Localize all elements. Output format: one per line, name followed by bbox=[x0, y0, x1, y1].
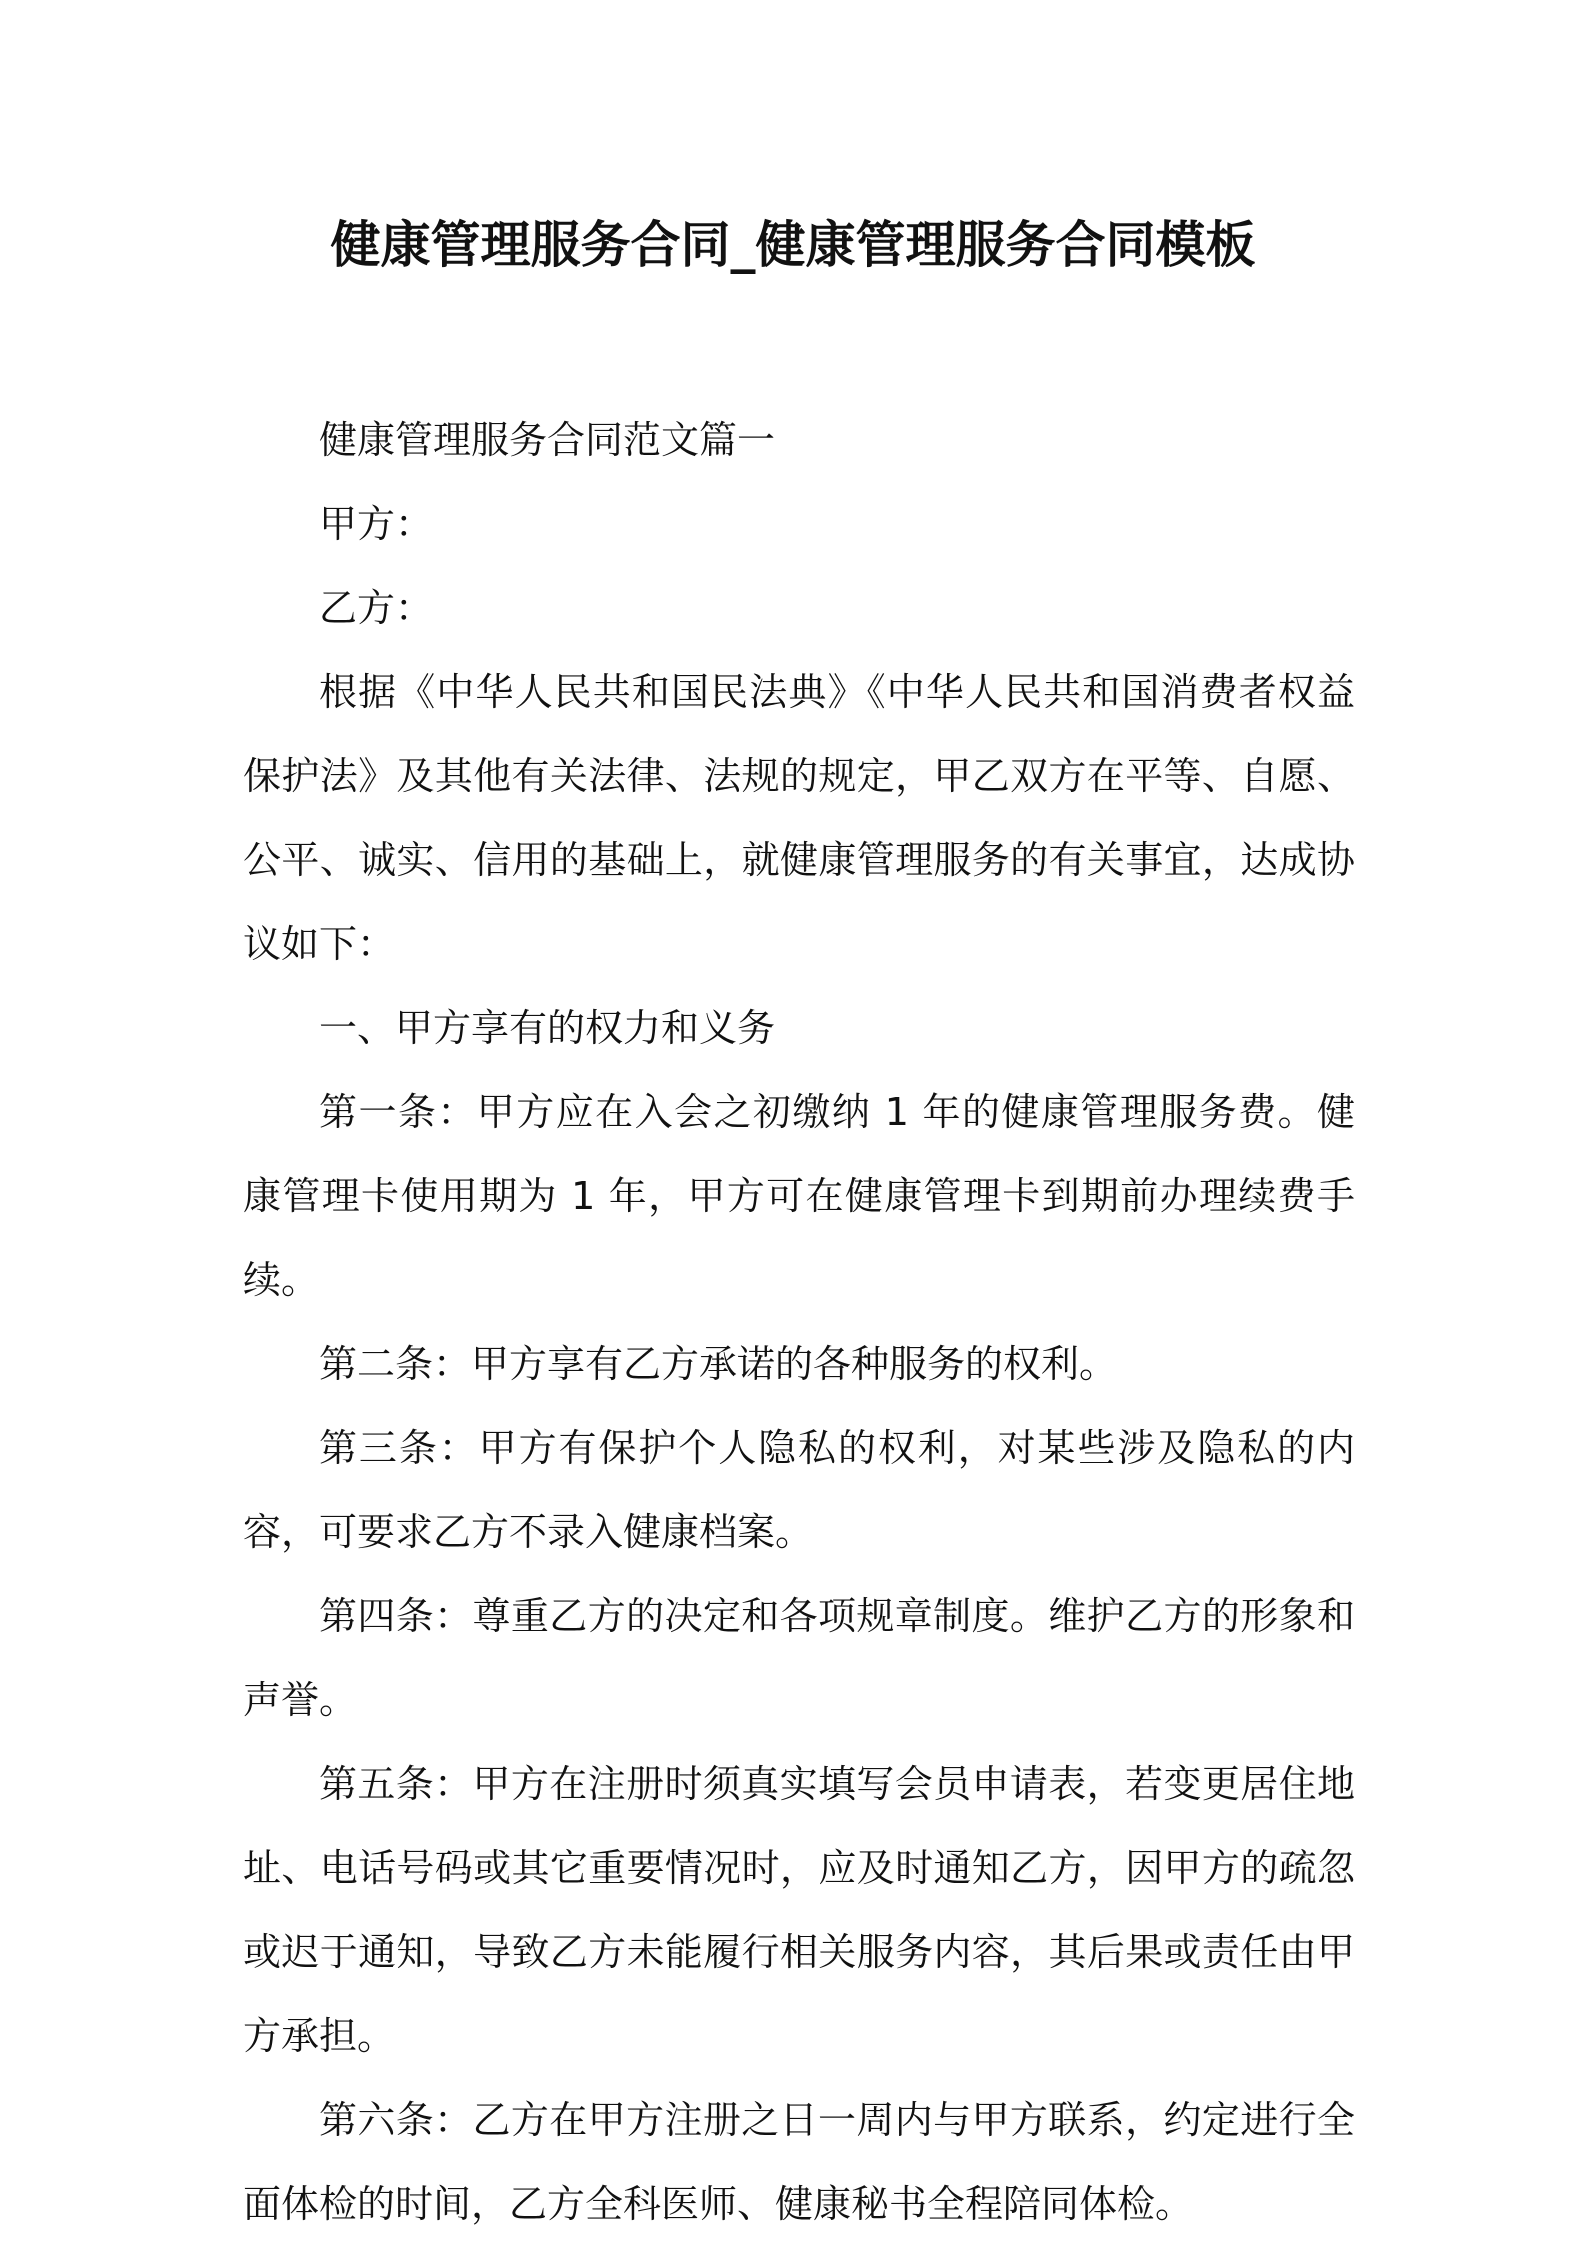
article-3: 第三条：甲方有保护个人隐私的权利，对某些涉及隐私的内容，可要求乙方不录入健康档案。 bbox=[243, 1426, 1355, 1554]
article-1: 第一条：甲方应在入会之初缴纳 1 年的健康管理服务费。健康管理卡使用期为 1 年，甲方可在健康管理卡到期前办理续费手续。 bbox=[243, 1090, 1355, 1302]
article-4: 第四条：尊重乙方的决定和各项规章制度。维护乙方的形象和声誉。 bbox=[243, 1594, 1355, 1722]
party-b-line: 乙方： bbox=[319, 586, 434, 630]
document-title: 健康管理服务合同_健康管理服务合同模板 bbox=[330, 216, 1256, 274]
section-heading-party-a-rights: 一、甲方享有的权力和义务 bbox=[319, 1006, 776, 1050]
article-2: 第二条：甲方享有乙方承诺的各种服务的权利。 bbox=[319, 1342, 1118, 1386]
article-5: 第五条：甲方在注册时须真实填写会员申请表，若变更居住地址、电话号码或其它重要情况时，应及时通知乙方，因甲方的疏忽或迟于通知，导致乙方未能履行相关服务内容，其后果或责任由甲方承担。 bbox=[243, 1762, 1355, 2058]
preamble-paragraph: 根据《中华人民共和国民法典》《中华人民共和国消费者权益保护法》及其他有关法律、法规的规定，甲乙双方在平等、自愿、公平、诚实、信用的基础上，就健康管理服务的有关事宜，达成协议如下： bbox=[243, 670, 1355, 966]
document-body bbox=[243, 398, 1355, 2246]
article-6: 第六条：乙方在甲方注册之日一周内与甲方联系，约定进行全面体检的时间，乙方全科医师、健康秘书全程陪同体检。 bbox=[243, 2098, 1355, 2226]
section-heading-template-one: 健康管理服务合同范文篇一 bbox=[319, 418, 776, 462]
party-a-line: 甲方： bbox=[319, 502, 434, 546]
